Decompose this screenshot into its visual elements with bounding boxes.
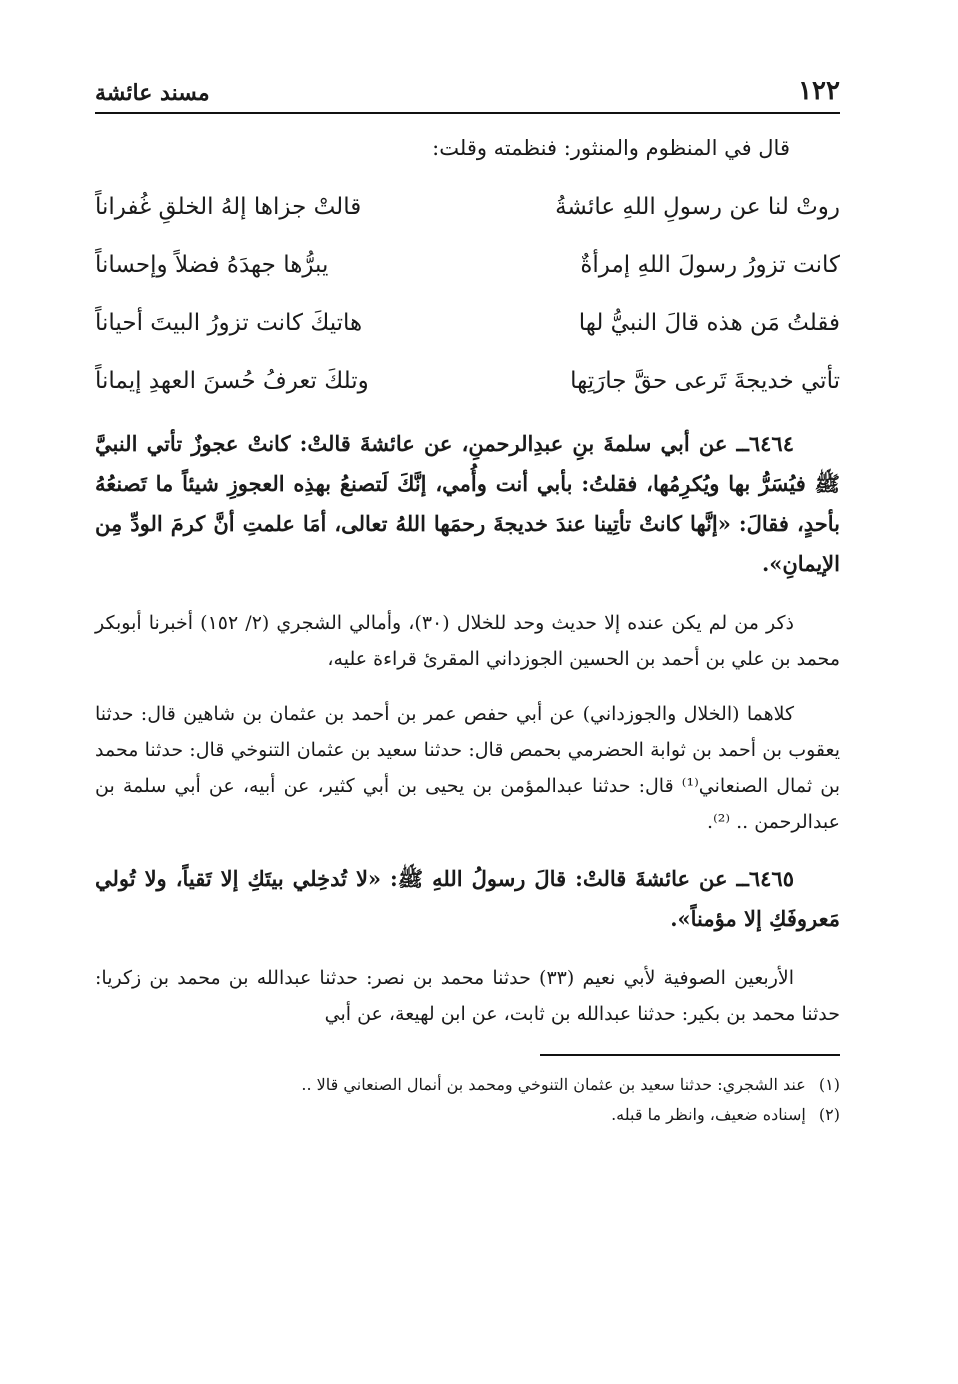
verse-second-half: قالتْ جزاها إلهُ الخلقِ غُفراناً (95, 193, 362, 220)
running-header (95, 70, 840, 106)
footnote (95, 1070, 840, 1100)
book-page (95, 70, 840, 1130)
verse-first-half: تأتي خديجةَ تَرعى حقَّ جارَتِها (570, 367, 840, 394)
poem-verse (95, 178, 840, 236)
header-rule (95, 112, 840, 114)
poem-intro: قال في المنظوم والمنثور: فنظمته وقلت: (432, 136, 790, 160)
footnote-text: عند الشجري: حدثنا سعيد بن عثمان التنوخي ومحمد بن أنمال الصنعاني قالا .. (301, 1075, 806, 1094)
footnote (95, 1100, 840, 1130)
poem (95, 178, 840, 410)
hadith-6465-source: الأربعين الصوفية لأبي نعيم (٣٣) حدثنا محمد بن نصر: حدثنا عبدالله بن محمد بن زكريا: حدثنا محمد بن بكير: حدثنا عبدالله بن ثابت، عن ابن لهيعة، عن أبي (95, 967, 840, 1025)
hadith-6464-source-1: ذكر من لم يكن عنده إلا حديث وحد للخلال (٣٠)، وأمالي الشجري (٢/ ١٥٢) أخبرنا أبوبكر محمد بن علي بن أحمد بن الحسين الجوزداني المقرئ قراءة عليه، (95, 612, 840, 670)
poem-verse (95, 352, 840, 410)
footnote-number: (١) (818, 1075, 840, 1094)
page-number: ١٢٢ (798, 76, 840, 106)
verse-first-half: كانت تزورُ رسولَ اللهِ إمرأةٌ (580, 251, 840, 278)
verse-first-half: روتْ لنا عن رسولِ اللهِ عائشةُ (555, 193, 840, 220)
footnote-number: (٢) (818, 1105, 840, 1124)
poem-verse (95, 236, 840, 294)
verse-first-half: فقلتُ مَن هذه قالَ النبيُّ لها (578, 309, 840, 336)
verse-second-half: يبرُّها جهدَهُ فضلاً وإحساناً (95, 251, 329, 278)
running-title: مسند عائشة (95, 80, 210, 106)
verse-second-half: هاتيكَ كانت تزورُ البيتَ أحياناً (95, 309, 363, 336)
hadith-6465: ٦٤٦٥ــ عن عائشةَ قالتْ: قالَ رسولُ اللهِ ﷺ: «لا تُدخِلي بيتَكِ إلا تَقياً، ولا تُولي مَعروفَكِ إلا مؤمناً». (95, 866, 840, 931)
hadith-6464: ٦٤٦٤ــ عن أبي سلمةَ بنِ عبدِالرحمنِ، عن عائشةَ قالتْ: كانتْ عجوزٌ تأتي النبيَّ ﷺ فيُسَرُّ بها ويُكرِمُها، فقلتُ: بأبي أنت وأُمي، إنَّكَ لَتصنعُ بهذِه العجوزِ شيئاً ما تَصنعُهُ بأحدٍ، فقالَ: «إنَّها كانتْ تأتِينا عندَ خديجةَ رحمَها اللهُ تعالى، أمَا علمتِ أنَّ كرمَ الودِّ مِن الإيمانِ». (95, 431, 840, 576)
footnote-rule (540, 1054, 840, 1056)
verse-second-half: وتلكَ تعرفُ حُسنَ العهدِ إيماناً (95, 367, 369, 394)
footnote-text: إسناده ضعيف، وانظر ما قبله. (611, 1105, 806, 1124)
hadith-6464-source-2: كلاهما (الخلال والجوزداني) عن أبي حفص عمر بن أحمد بن عثمان بن شاهين قال: حدثنا يعقوب بن أحمد بن ثوابة الحضرمي بحمص قال: حدثنا سعيد بن عثمان التنوخي قال: حدثنا محمد بن ثمال الصنعاني⁽¹⁾ قال: حدثنا عبدالمؤمن بن يحيى بن أبي كثير، عن أبيه، عن أبي سلمة بن عبدالرحمن .. ⁽²⁾. (95, 703, 840, 833)
poem-verse (95, 294, 840, 352)
